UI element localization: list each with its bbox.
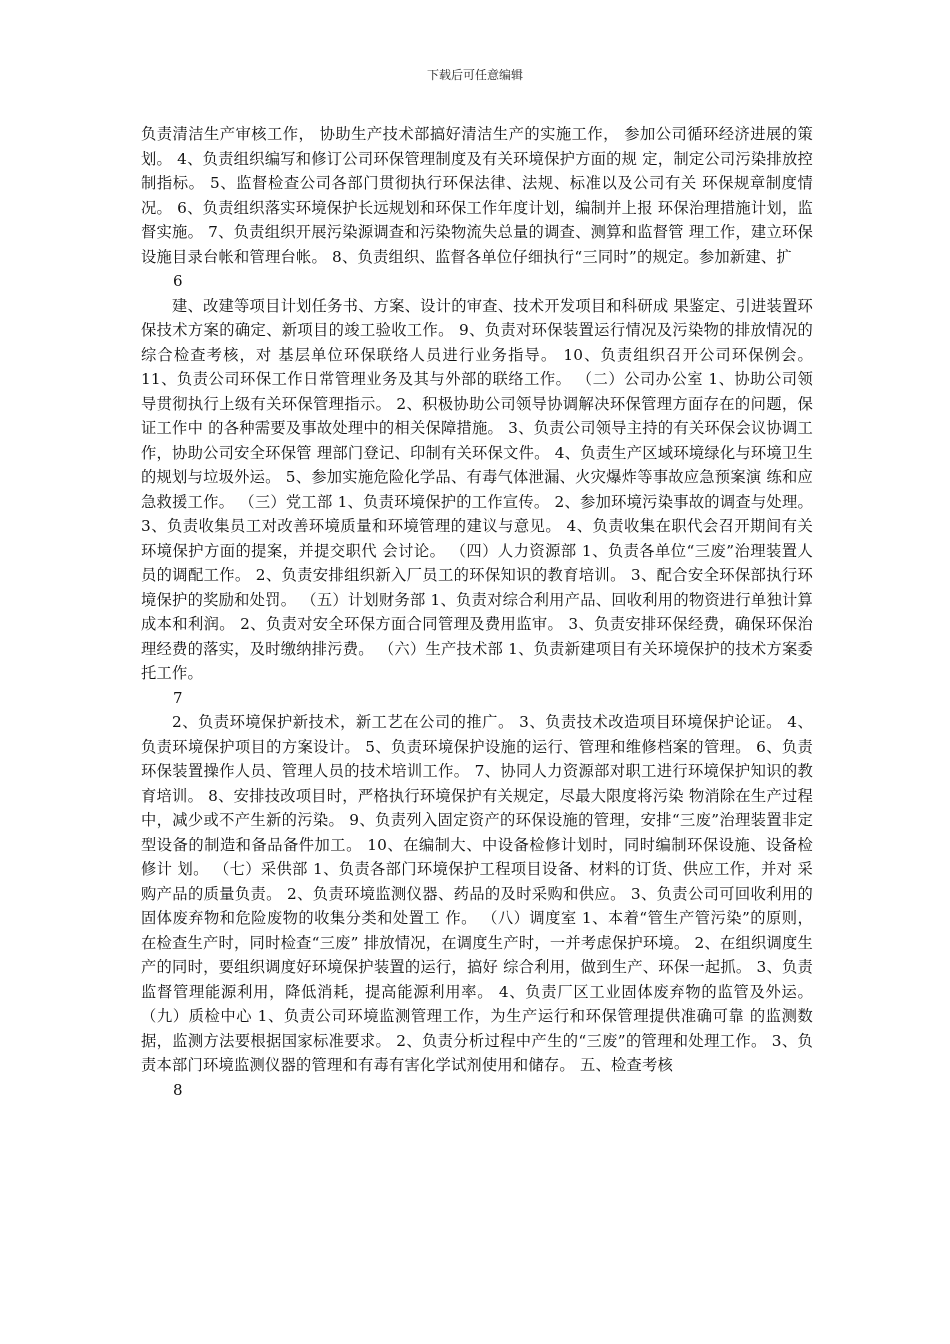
page-number: 7 <box>173 688 183 707</box>
paragraph: 建、改建等项目计划任务书、方案、设计的审查、技术开发项目和科研成 果鉴定、引进装置环保技术方案的确定、新项目的竣工验收工作。 9、负责对环保装置运行情况及污染物的排放情况的综合检查考核，对 基层单位环保联络人员进行业务指导。 10、负责组织召开公司环保例会。 11、负责公司环保工作日常管理业务及其与外部的联络工作。 （二）公司办公室 1、协助公司领导贯彻执行上级有关环保管理指示。 2、积极协助公司领导协调解决环保管理方面存在的问题，保证工作中 的各种需要及事故处理中的相关保障措施。 3、负责公司领导主持的有关环保会议协调工作，协助公司安全环保管 理部门登记、印制有关环保文件。 4、负责生产区域环境绿化与环境卫生的规划与垃圾外运。 5、参加实施危险化学品、有毒气体泄漏、火灾爆炸等事故应急预案演 练和应急救援工作。 （三）党工部 1、负责环境保护的工作宣传。 2、参加环境污染事故的调查与处理。 3、负责收集员工对改善环境质量和环境管理的建议与意见。 4、负责收集在职代会召开期间有关环境保护方面的提案，并提交职代 会讨论。 （四）人力资源部 1、负责各单位“三废”治理装置人员的调配工作。 2、负责安排组织新入厂员工的环保知识的教育培训。 3、配合安全环保部执行环境保护的奖励和处罚。 （五）计划财务部 1、负责对综合利用产品、回收利用的物资进行单独计算成本和利润。 2、负责对安全环保方面合同管理及费用监审。 3、负责安排环保经费，确保环保治理经费的落实，及时缴纳排污费。 （六）生产技术部 1、负责新建项目有关环境保护的技术方案委托工作。 <box>141 296 813 682</box>
document-body <box>141 122 813 1102</box>
page-number: 6 <box>173 272 183 290</box>
paragraph: 2、负责环境保护新技术，新工艺在公司的推广。 3、负责技术改造项目环境保护论证。 4、负责环境保护项目的方案设计。 5、负责环境保护设施的运行、管理和维修档案的管理。 6、负责环保装置操作人员、管理人员的技术培训工作。 7、协同人力资源部对职工进行环境保护知识的教育培训。 8、安排技改项目时，严格执行环境保护有关规定，尽最大限度将污染 物消除在生产过程中，减少或不产生新的污染。 9、负责列入固定资产的环保设施的管理，安排“三废”治理装置非定 型设备的制造和备品备件加工。 10、在编制大、中设备检修计划时，同时编制环保设施、设备检修计 划。 （七）采供部 1、负责各部门环境保护工程项目设备、材料的订货、供应工作，并对 采购产品的质量负责。 2、负责环境监测仪器、药品的及时采购和供应。 3、负责公司可回收利用的固体废弃物和危险废物的收集分类和处置工 作。 （八）调度室 1、本着“管生产管污染”的原则，在检查生产时，同时检查“三废” 排放情况，在调度生产时，一并考虑保护环境。 2、在组织调度生产的同时，要组织调度好环境保护装置的运行，搞好 综合利用，做到生产、环保一起抓。 3、负责监督管理能源利用，降低消耗，提高能源利用率。 4、负责厂区工业固体废弃物的监管及外运。 （九）质检中心 1、负责公司环境监测管理工作，为生产运行和环保管理提供准确可靠 的监测数据，监测方法要根据国家标准要求。 2、负责分析过程中产生的“三废”的管理和处理工作。 3、负责本部门环境监测仪器的管理和有毒有害化学试剂使用和储存。 五、检查考核 <box>141 713 813 1074</box>
page-header: 下载后可任意编辑 <box>426 68 523 82</box>
page-number: 8 <box>173 1080 183 1099</box>
paragraph: 负责清洁生产审核工作， 协助生产技术部搞好清洁生产的实施工作， 参加公司循环经济进展的策划。 4、负责组织编写和修订公司环保管理制度及有关环境保护方面的规 定，制定公司污染排放控制指标。 5、监督检查公司各部门贯彻执行环保法律、法规、标准以及公司有关 环保规章制度情况。 6、负责组织落实环境保护长远规划和环保工作年度计划，编制并上报 环保治理措施计划，监督实施。 7、负责组织开展污染源调查和污染物流失总量的调查、测算和监督管 理工作，建立环保设施目录台帐和管理台帐。 8、负责组织、监督各单位仔细执行“三同时”的规定。参加新建、扩 <box>141 125 813 266</box>
